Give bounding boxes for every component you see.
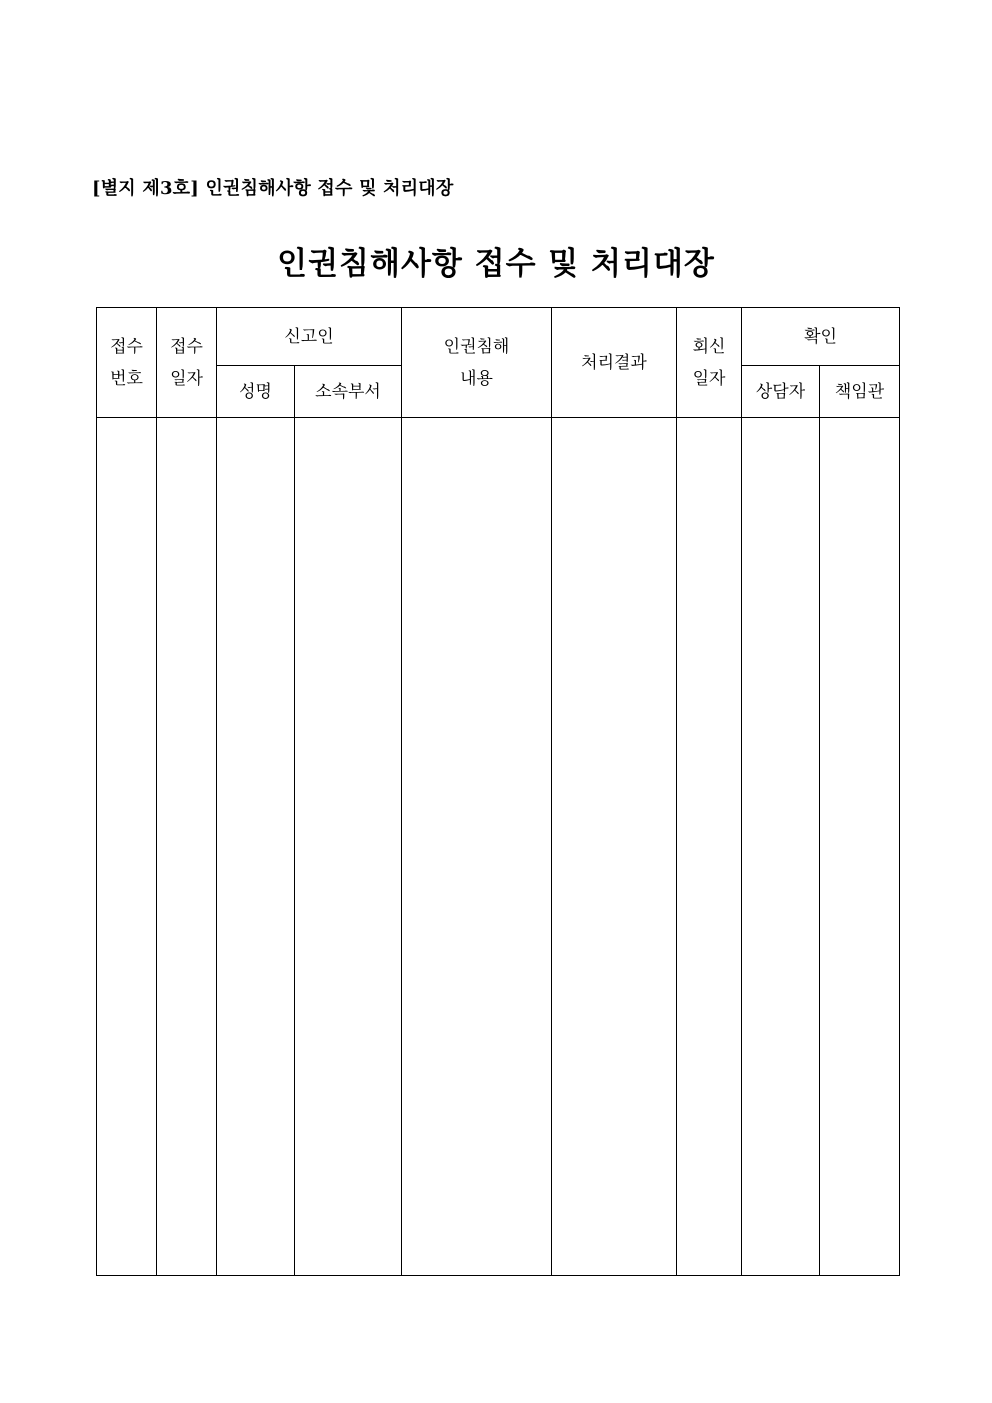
header-text: 회신 <box>692 336 726 357</box>
document-title: 인권침해사항 접수 및 처리대장 <box>277 246 715 282</box>
form-number-label: [별지 제3호] 인권침해사항 접수 및 처리대장 <box>92 178 454 199</box>
cell-reply-date[interactable] <box>677 418 742 1276</box>
header-receipt-date <box>157 308 217 418</box>
header-text: 일자 <box>692 368 726 389</box>
header-text: 일자 <box>170 368 203 389</box>
empty-entry-row <box>97 418 900 1276</box>
cell-officer[interactable] <box>820 418 900 1276</box>
header-reporter-dept: 소속부서 <box>295 366 402 418</box>
cell-receipt-number[interactable] <box>97 418 157 1276</box>
register-table <box>96 307 900 1276</box>
cell-processing-result[interactable] <box>552 418 677 1276</box>
cell-reporter-name[interactable] <box>217 418 295 1276</box>
cell-reporter-dept[interactable] <box>295 418 402 1276</box>
header-officer: 책임관 <box>820 366 900 418</box>
header-processing-result: 처리결과 <box>552 308 677 418</box>
header-reply-date <box>677 308 742 418</box>
header-text: 내용 <box>460 368 493 389</box>
header-reporter-name: 성명 <box>217 366 295 418</box>
cell-counselor[interactable] <box>742 418 820 1276</box>
header-row-top <box>97 308 900 366</box>
header-text: 접수 <box>170 336 203 357</box>
header-receipt-number <box>97 308 157 418</box>
header-text: 접수 <box>110 336 143 357</box>
header-counselor: 상담자 <box>742 366 820 418</box>
cell-violation-content[interactable] <box>402 418 552 1276</box>
header-violation-content <box>402 308 552 418</box>
header-text: 번호 <box>110 368 143 389</box>
header-reporter: 신고인 <box>217 308 402 366</box>
header-confirmation: 확인 <box>742 308 900 366</box>
header-text: 인권침해 <box>443 336 510 357</box>
cell-receipt-date[interactable] <box>157 418 217 1276</box>
